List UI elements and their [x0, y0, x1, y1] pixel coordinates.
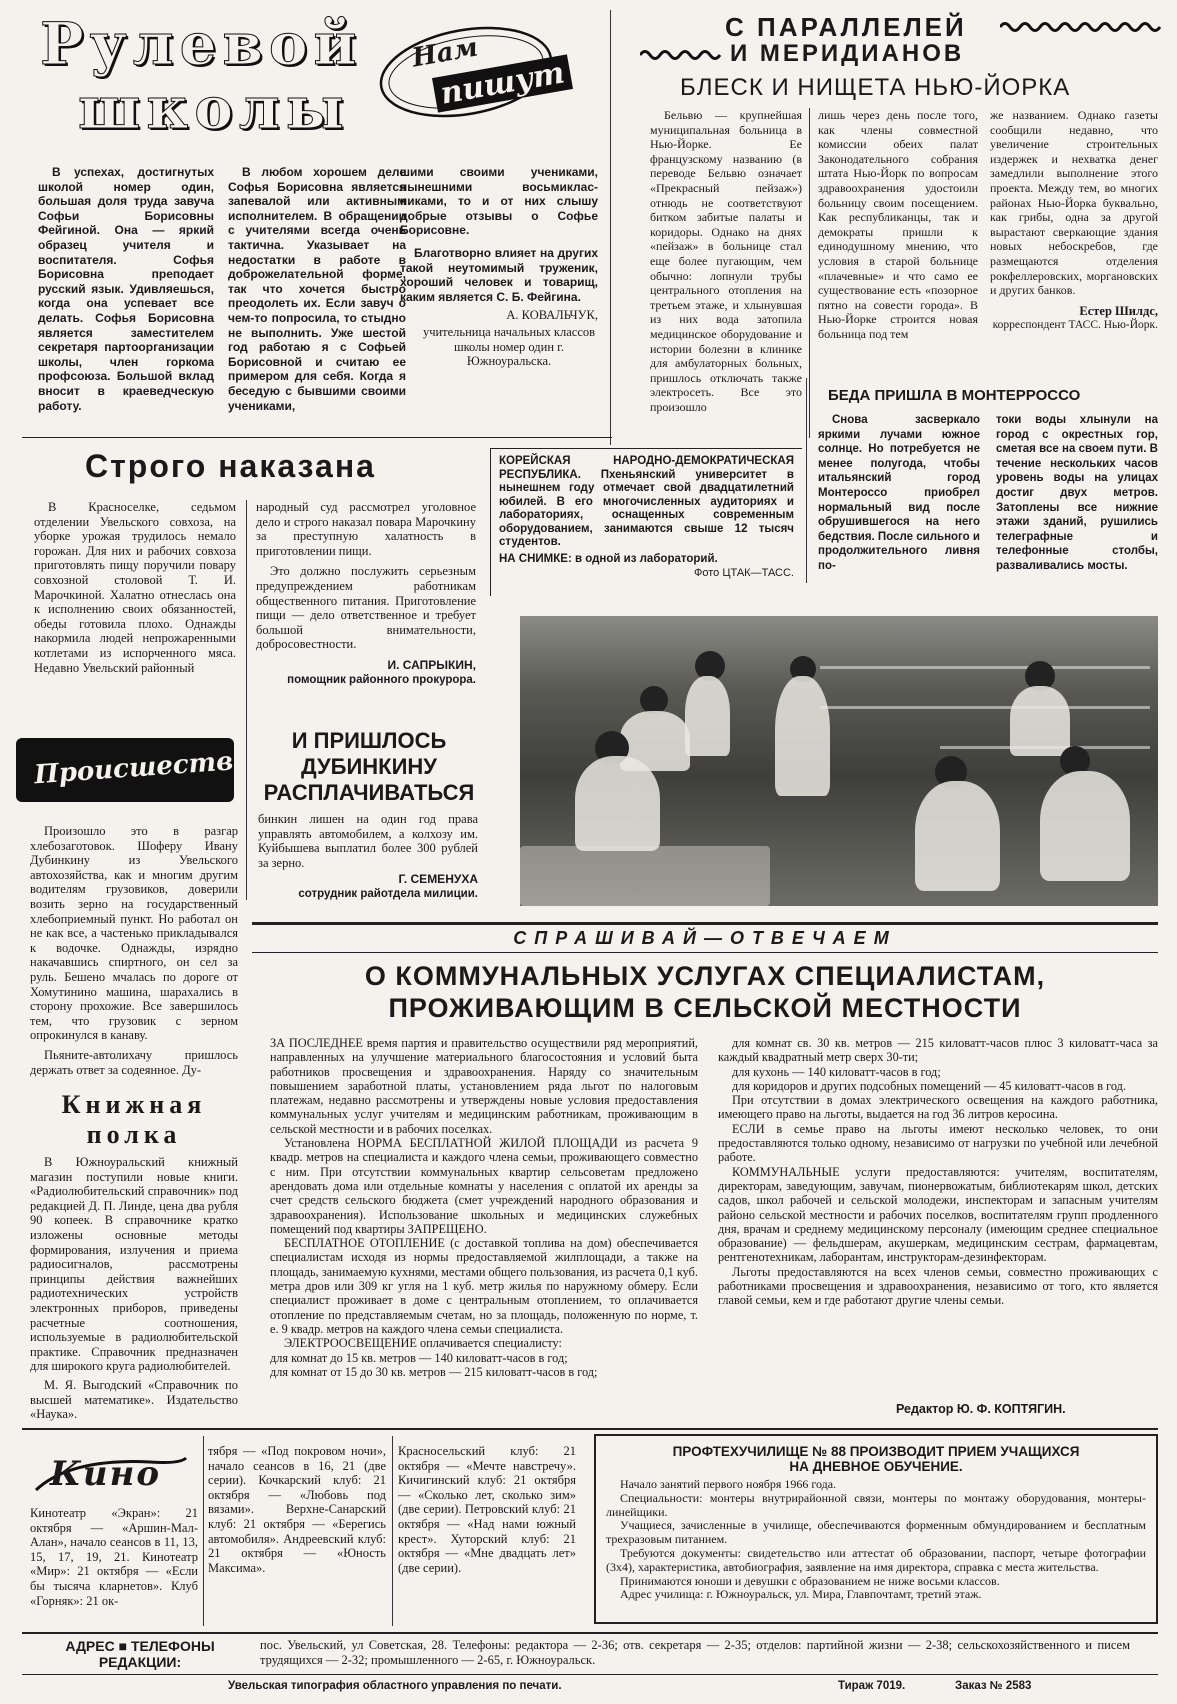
rule-ny-1 — [809, 108, 810, 438]
pty-box — [594, 1434, 1158, 1624]
ny-col3 — [990, 108, 1158, 333]
rule-top-middle — [610, 10, 611, 445]
incidents-signature: Г. СЕМЕНУХА — [398, 872, 478, 887]
strogo-title: Строго наказана — [85, 448, 376, 484]
qa-col2-p6: КОММУНАЛЬНЫЕ услуги предоставляются: учителям, воспитателям, директорам, заведующим, завучам, пионервожатым, библиотекарям школ, детских садов, школ рабочей и сельской молодежи, инспекторам и запасным учителям районо сельской местности и рабочих поселков, воспитателям групп продленного дня, врачам и среднему медицинскому персоналу (имеющим среднее специальное образование) — фельдшерам, акушеркам, медицинским сестрам, фармацевтам, рентгенотехникам, лаборантам, инструкторам-дезинфекторам. — [718, 1164, 1158, 1265]
school-title-line1: Рулевой — [40, 10, 363, 78]
pty-title-line2: НА ДНЕВНОЕ ОБУЧЕНИЕ. — [789, 1459, 963, 1474]
incidents-tail-text: бинкин лишен на один год права управлять автомобилем, а колхозу им. Куйбышева выплатил более 300 рублей за зерно. — [258, 812, 478, 870]
parallels-wave-top — [1000, 20, 1165, 34]
rule-kino-top — [22, 1428, 1158, 1430]
rule-kino-2 — [392, 1436, 393, 1626]
qa-col2 — [718, 1036, 1158, 1308]
rule-qa-top — [252, 922, 1158, 925]
letters-logo — [372, 20, 568, 120]
qa-col2-p7: Льготы предоставляются на всех членов семьи, совместно проживающих с работниками просвещения и здравоохранения, независимо от того, кто является главой семьи, кем и где работают другие члены семьи. — [718, 1264, 1158, 1308]
strogo-col2a: народный суд рассмотрел уголовное дело и строго наказал повара Марочкину за преступную халатность в приготовлении пищи. — [256, 500, 476, 558]
strogo-signature-role: помощник районного прокурора. — [287, 673, 476, 686]
qa-col1 — [270, 1036, 698, 1379]
pty-body — [606, 1478, 1146, 1602]
books-title-line2: полка — [86, 1120, 182, 1149]
rule-kino-1 — [203, 1436, 204, 1626]
school-col3 — [400, 165, 598, 369]
qa-col2-p3: для коридоров и других подсобных помещений — 45 киловатт-часов в год. — [732, 1078, 1126, 1093]
qa-title-line1: О КОММУНАЛЬНЫХ УСЛУГАХ СПЕЦИАЛИСТАМ, — [364, 961, 1046, 991]
school-col2: В любом хорошем деле Софья Борисовна является запевалой или активным исполнителем. В обращении с учителями всегда очень тактична. Указывает на недостатки в работе в доброжелательной форме, так что хочется быстро преодолеть их. Если завуч о чем-то попросила, то стыдно не выполнить. Уже шестой год работаю я с Софьей Борисовной и считаю ее примером для себя. Когда я беседую с бывшими своими учениками, — [228, 165, 406, 413]
monte-col2: токи воды хлынули на город с окрестных гор, сметая все на своем пути. В течение нескольких часов уровень воды на улицах достиг двух метров. Затоплены все нижние этажи зданий, рушились телеграфные и телефонные столбы, разваливались мосты. — [996, 414, 1158, 572]
laboratory-photo — [520, 616, 1158, 906]
school-signature-role: учительница начальных классов школы номер один г. Южноуральска. — [422, 324, 596, 369]
pty-title-line1: ПРОФТЕХУЧИЛИЩЕ № 88 ПРОИЗВОДИТ ПРИЕМ УЧАЩИХСЯ — [672, 1444, 1080, 1459]
pty-body-p4: Требуются документы: свидетельство или аттестат об образовании, паспорт, четыре фотографии (3х4), характеристика, автобиография, заявление на имя директора, справка с места жительства. — [606, 1545, 1146, 1574]
incidents-title-text: И ПРИШЛОСЬ ДУБИНКИНУ РАСПЛАЧИВАТЬСЯ — [263, 728, 475, 805]
rule-qa-rubric — [252, 952, 1158, 953]
kino-col1: Кинотеатр «Экран»: 21 октября — «Аршин-Мал-Алан», начало сеансов в 11, 13, 15, 17, 19, 21. Кинотеатр «Мир»: 21 октября — «Если бы тысяча кларнетов». Клуб «Горняк»: 21 ок- — [30, 1506, 198, 1608]
strogo-col2b: Это должно послужить серьезным предупреждением работникам общественного питания. Приготовление пищи — дело ответственное и требует большой внимательности, добросовестности. — [256, 564, 476, 652]
books-title-line1: Книжная — [61, 1090, 207, 1119]
rule-footer-bottom — [22, 1674, 1158, 1675]
footer-printer: Увельская типография областного управления по печати. — [228, 1680, 562, 1692]
books-body2: М. Я. Выгодский «Справочник по высшей математике». Издательство «Наука». — [30, 1378, 238, 1422]
kino-logo-text: Кино — [50, 1454, 162, 1494]
incidents-signature-role: сотрудник райотдела милиции. — [298, 887, 478, 900]
korea-credit: Фото ЦТАК—ТАСС. — [694, 567, 794, 580]
qa-col2-p4: При отсутствии в домах электрического освещения на каждого работника, имеющего право на льготы, выдается на год 36 литров керосина. — [718, 1093, 1158, 1122]
pty-body-p6: Адрес училища: г. Южноуральск, ул. Мира, Главпочтамт, третий этаж. — [620, 1587, 982, 1602]
parallels-header-line2: И МЕРИДИАНОВ — [730, 40, 965, 67]
pty-body-p5: Принимаются юноши и девушки с образованием не ниже восьми классов. — [620, 1573, 1000, 1588]
footer-circulation: Тираж 7019. — [838, 1680, 906, 1692]
footer-address-text: пос. Увельский, ул Советская, 28. Телефоны: редактора — 2-36; отв. секретаря — 2-35; отделов: партийной жизни — 2-38; сельскохозяйственного и писем трудящихся — 2-32; промышленного — 2-65, г. Южноуральск. — [260, 1638, 1130, 1667]
korea-photo-note: НА СНИМКЕ: в одной из лабораторий. — [499, 552, 718, 565]
kino-logo — [30, 1452, 190, 1496]
school-title — [40, 10, 363, 147]
qa-col2-p1: для комнат св. 30 кв. метров — 215 киловатт-часов плюс 3 киловатт-часа за каждый квадратный метр сверх 30-ти; — [718, 1036, 1158, 1065]
korea-caption-box — [490, 448, 802, 596]
ny-signature-role: корреспондент ТАСС. Нью-Йорк. — [992, 319, 1158, 332]
qa-col1-p2: Установлена НОРМА БЕСПЛАТНОЙ ЖИЛОЙ ПЛОЩАДИ из расчета 9 квадр. метров на специалиста и каждого члена семьи, проживающего совместно с ним. При отсутствии коммунальных квартир сельсоветам предложено арендовать дома или отдельные комнаты у населения с оплатой их аренды за счет средств сельского бюджета (смет учреждений народного образования и здравоохранения). Использование школьных и медицинских служебных помещений под квартиры ЗАПРЕЩЕНО. — [270, 1136, 698, 1236]
incidents-body2: Пьяните-автолихачу пришлось держать ответ за содеянное. Ду- — [30, 1048, 238, 1077]
parallels-header — [640, 12, 1165, 72]
pty-body-p2: Специальности: монтеры внутрирайонной связи, монтеры по монтажу оборудования, монтеры-линейщики. — [606, 1490, 1146, 1519]
footer-order: Заказ № 2583 — [955, 1680, 1032, 1692]
footer-address-label: АДРЕС ■ ТЕЛЕФОНЫ РЕДАКЦИИ: — [65, 1638, 215, 1670]
parallels-wave-left — [640, 48, 725, 62]
korea-caption: КОРЕЙСКАЯ НАРОДНО-ДЕМОКРАТИЧЕСКАЯ РЕСПУБЛИКА. Пхеньянский университет в нынешнем году отмечает свой двадцатилетний юбилей. В его многочисленных аудиториях и лабораториях, оснащенных современным оборудованием, занимаются свыше 12 тысяч студентов. — [499, 455, 794, 548]
editor-line: Редактор Ю. Ф. КОПТЯГИН. — [896, 1402, 1066, 1416]
qa-col2-p2: для кухонь — 140 киловатт-часов в год; — [732, 1064, 941, 1079]
ny-col1: Бельвю — крупнейшая муниципальная больница в Нью-Йорке. Ее французскому названию (в переводе Бельвю означает «Прекрасный пейзаж») отнюдь не соответствуют битком забитые палаты и коридоры. Однако на днях «пейзаж» в больнице стал еще более пугающим, чем обычно: лопнули трубы центрального отопления на третьем этаже, и хлынувшая из них вода затопила медицинское оборудование и истории болезни в клинике для амбулаторных больных, пришлось отключать также электросеть. Все это произошло — [650, 108, 802, 414]
kino-col3: Красносельский клуб: 21 октября — «Мечте навстречу». Кичигинский клуб: 21 октября — «Сколько лет, сколько зим» (две серии). Петровский клуб: 21 октября — «Над нами южный крест». Хуторский клуб: 21 октября — «Мне двадцать лет» (две серии). — [398, 1444, 576, 1575]
books-title — [30, 1090, 238, 1150]
school-col1: В успехах, достигнутых школой номер один, большая доля труда завуча Софьи Борисовны Фейгиной. Она — яркий образец учителя и воспитателя. Софья Борисовна преподает русский язык. Удивляешься, когда она успевает все делать. Софья Борисовна является заместителем секретаря партоорганизации школы, член горкома профсоюза. Большой вклад вносит в краеведческую работу. — [38, 165, 214, 413]
ny-title: БЛЕСК И НИЩЕТА НЬЮ-ЙОРКА — [680, 74, 1071, 101]
strogo-col2 — [256, 500, 476, 687]
incidents-logo — [16, 738, 274, 802]
incidents-body: Произошло это в разгар хлебозаготовок. Шоферу Ивану Дубинкину из Увельского автохозяйства, как и многим другим водителям грузовиков, доверили возить зерно на государственный хлебоприемный пункт. Но работал он не как все, а частенько прикладывался к водочке. Однажды, изрядно накачавшись спиртного, он сел за руль. Бешено мчалась по дороге от Хомутинино машина, шарахались в сторону прохожие. Все завершилось тем, что грузовик с зерном опрокинулся в канаву. — [30, 824, 238, 1043]
monte-title: БЕДА ПРИШЛА В МОНТЕРРОССО — [828, 387, 1081, 404]
pty-body-p3: Учащиеся, зачисленные в училище, обеспечиваются форменным обмундированием и бесплатным трехразовым питанием. — [606, 1518, 1146, 1547]
letters-logo-bottom: пишут — [432, 54, 573, 112]
qa-col1-p5: для комнат до 15 кв. метров — 140 киловатт-часов в год; — [270, 1350, 568, 1365]
qa-title — [252, 960, 1158, 1024]
incidents-logo-text: Происшествия — [33, 743, 274, 791]
rule-incidents — [246, 500, 247, 900]
incidents-title — [250, 728, 488, 806]
qa-col1-p6: для комнат от 15 до 30 кв. метров — 215 киловатт-часов в год; — [270, 1364, 598, 1379]
school-title-line2: школы — [78, 74, 350, 142]
qa-title-line2: ПРОЖИВАЮЩИМ В СЕЛЬСКОЙ МЕСТНОСТИ — [388, 993, 1022, 1023]
qa-col1-p4: ЭЛЕКТРООСВЕЩЕНИЕ оплачивается специалисту: — [284, 1336, 562, 1351]
parallels-header-line1: С ПАРАЛЛЕЛЕЙ — [725, 12, 967, 42]
strogo-col1: В Красноселке, седьмом отделении Увельского совхоза, на уборке урожая трудилось немало горожан. Для них и рабочих совхоза приготовлять пищу поручили повару совхозной столовой Т. И. Марочкиной. Халатно отнеслась она к исполнению своих обязанностей, обеды готовила плохо. Однажды накормила людей непрожаренными котлетами из испорченного мяса. Недавно Увельский районный — [34, 500, 236, 675]
qa-col2-p5: ЕСЛИ в семье право на льготы имеют несколько человек, то они предоставляются только одному, независимо от нагрузки по учебной или лечебной работе. — [718, 1121, 1158, 1165]
strogo-signature: И. САПРЫКИН, — [387, 657, 476, 672]
ny-signature: Естер Шилдс, — [1079, 303, 1158, 318]
letters-logo-top: Нам — [409, 32, 481, 74]
rule-strogo-top — [22, 437, 612, 438]
rule-footer-top — [22, 1632, 1158, 1634]
rule-korea-monte — [806, 378, 807, 583]
school-signature: А. КОВАЛЬЧУК, — [506, 308, 598, 323]
pty-body-p1: Начало занятий первого ноября 1966 года. — [620, 1477, 837, 1491]
incidents-tail — [258, 812, 478, 902]
qa-col1-p1: ЗА ПОСЛЕДНЕЕ время партия и правительство осуществили ряд мероприятий, направленных на улучшение материального благосостояния и условий быта работников просвещения и здравоохранения. Наряду со значительным повышением заработной платы, установлением ряда льгот по налоговым платежам, недавно рассмотрены и утверждены новые условия предоставления коммунальных услуг учителям и медицинским работникам, проживающим в сельской местности и в рабочих поселках. — [270, 1036, 698, 1136]
school-col3a: шими своими учениками, нынешними восьмиклас-никами, то и от них слышу добрые отзывы о Софье Борисовне. — [400, 165, 598, 238]
kino-col2: тября — «Под покровом ночи», начало сеансов в 16, 21 (две серии). Кочкарский клуб: 21 октября — «Любовь под вязами». Верхне-Санарский клуб: 21 октября — «Берегись автомобиля». Андреевский клуб: 21 октября — «Юность Максима». — [208, 1444, 386, 1575]
ny-col2: лишь через день после того, как члены совместной комиссии обеих палат Законодательного собрания штата Нью-Йорк по вопросам здравоохранения удостоили больницу своим посещением. Как республиканцы, так и демократы пришли к единодушному мнению, что условия в старой больнице «плачевные» и что само ее существование есть «позорное пятно на совести города». В Нью-Йорке строится новая больница под тем — [818, 108, 978, 341]
ny-col3-text: же названием. Однако газеты сообщили недавно, что увеличение строительных издержек и нехватка денег замедлили выполнение этого проекта. Между тем, во многих районах Нью-Йорка буквально, как грибы, одна за другой вырастают сверкающие здания новых небоскребов, где размещаются отделения рокфеллеровских, моргановских и других банков. — [990, 108, 1158, 298]
qa-col1-p3: БЕСПЛАТНОЕ ОТОПЛЕНИЕ (с доставкой топлива на дом) обеспечивается специалистам исходя из нормы предоставляемой жилплощади, а также на площадь, занимаемую кухнями, местами общего пользования, из расчета 0,1 куб. метра дров или 309 кг угля на 1 куб. метр жилья по наружному обмеру. Если специалист проживает в доме с центральным отоплением, то оплачивается отопление по представляемым счетам, но за площадь, положенную по норме, т. е. 9 квадр. метров на каждого члена семьи специалиста. — [270, 1236, 698, 1336]
books-body: В Южноуральский книжный магазин поступили новые книги. «Радиолюбительский справочник» под редакцией Д. П. Линде, цена два рубля 90 копеек. В справочнике кратко изложены основные методы формирования, излучения и приема радиосигналов, рассмотрены принципы действия важнейших радиотехнических устройств электронных приборов, приведены расчетные соотношения, используемые в радиолюбительской практике. Справочник предназначен для широкого круга радиолюбителей. — [30, 1155, 238, 1374]
qa-rubric: СПРАШИВАЙ—ОТВЕЧАЕМ — [513, 928, 897, 948]
monte-col1: Снова засверкало яркими лучами южное солнце. Но потребуется не менее полугода, чтобы итальянский город Монтероссо приобрел нормальный вид после обрушившегося на него бедствия. После сильного и продолжительного ливня по- — [818, 414, 980, 572]
school-col3b: Благотворно влияет на других такой неутомимый труженик, хороший человек и товарищ, каким является С. Б. Фейгина. — [400, 245, 598, 304]
